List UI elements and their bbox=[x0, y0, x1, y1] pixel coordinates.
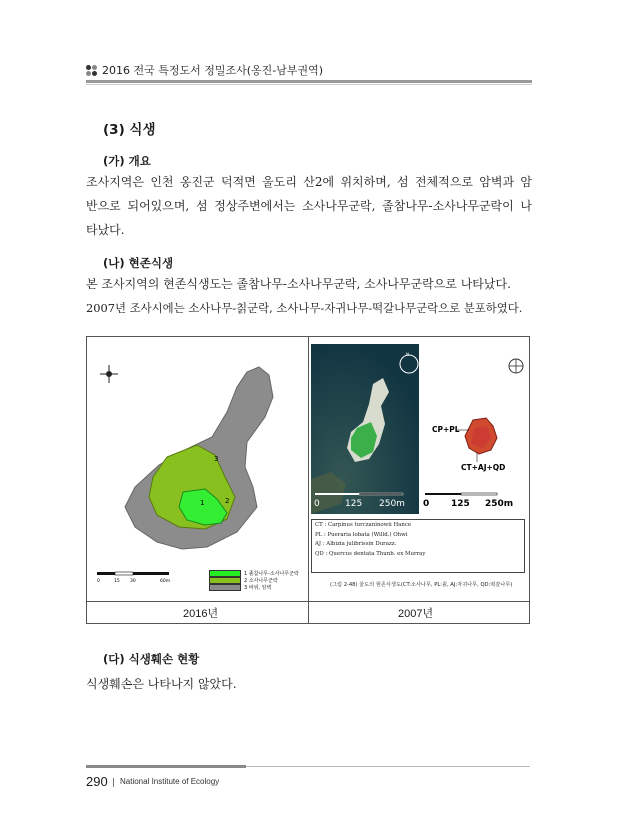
page-number: 290 bbox=[86, 774, 108, 789]
label-ct-aj-qd: CT+AJ+QD bbox=[461, 463, 506, 472]
legend-label: 2 소사나무군락 bbox=[244, 578, 278, 584]
species-item: PL : Pueraria lobata (Willd.) Ohwi bbox=[315, 531, 408, 538]
vegetation-map-2007 bbox=[311, 344, 527, 517]
legend-item bbox=[209, 577, 299, 584]
scale-0: 0 bbox=[97, 579, 100, 584]
map-label-1: 1 bbox=[200, 499, 205, 507]
scale-60: 60m bbox=[160, 579, 171, 584]
map-label-3: 3 bbox=[214, 455, 219, 463]
legend-swatch-icon bbox=[209, 577, 241, 584]
legend-swatch-icon bbox=[209, 584, 241, 591]
scale-15: 15 bbox=[114, 579, 120, 584]
species-key bbox=[311, 519, 525, 573]
svg-text:N: N bbox=[406, 352, 409, 357]
damage-text: 식생훼손은 나타나지 않았다. bbox=[86, 677, 237, 691]
scale-125: 125 bbox=[345, 499, 363, 509]
scale-30: 30 bbox=[130, 579, 136, 584]
scale-0: 0 bbox=[314, 499, 320, 509]
species-item: AJ : Albizia julibrissin Durazz. bbox=[315, 541, 397, 548]
compass-icon bbox=[509, 359, 523, 373]
overview-line-1: 조사지역은 인천 옹진군 덕적면 울도리 산2에 위치하며, 섬 전체적으로 암벽과 암 bbox=[86, 175, 532, 189]
scale-250: 250m bbox=[485, 499, 514, 509]
north-arrow-icon bbox=[100, 365, 118, 383]
figure-caption: (그림 2-48) 울도의 현존식생도(CT:소사나무, PL:칡, AJ:자귀나무, QD:떡갈나무) bbox=[330, 582, 513, 588]
legend-swatch-icon bbox=[209, 570, 241, 577]
label-cp-pl: CP+PL bbox=[432, 425, 460, 434]
subsection-a-heading: (가) 개요 bbox=[103, 154, 151, 168]
map-legend bbox=[209, 570, 299, 591]
footer-rule bbox=[86, 765, 246, 768]
subsection-b-heading: (나) 현존식생 bbox=[103, 256, 174, 270]
subsection-c-heading: (다) 식생훼손 현황 bbox=[103, 652, 200, 666]
bullet-dots-icon bbox=[86, 65, 97, 76]
header-rule bbox=[86, 80, 532, 83]
caption-2016: 2016년 bbox=[183, 608, 219, 620]
running-header bbox=[86, 62, 323, 78]
header-rule-thin bbox=[86, 84, 532, 85]
species-item: CT : Carpinus turczaninowii Hance bbox=[315, 522, 412, 528]
scale-bar bbox=[97, 572, 170, 584]
legend-label: 1 졸참나무-소사나무군락 bbox=[244, 571, 299, 577]
species-item: QD : Quercus dentata Thunb. ex Murray bbox=[315, 550, 426, 557]
figure-divider bbox=[308, 337, 309, 623]
overview-line-2: 반으로 되어있으며, 섬 정상주변에서는 소사나무군락, 졸참나무-소사나무군락이 나 bbox=[86, 199, 532, 213]
header-title: 2016 전국 특정도서 정밀조사(옹진-남부권역) bbox=[102, 64, 324, 77]
vegetation-line-1: 본 조사지역의 현존식생도는 졸참나무-소사나무군락, 소사나무군락으로 나타났다. bbox=[86, 277, 511, 291]
footer-rule-thin bbox=[246, 766, 530, 767]
vegetation-line-2: 2007년 조사시에는 소사나무-칡군락, 소사나무-자귀나무-떡갈나무군락으로 분포하였다. bbox=[86, 301, 523, 315]
vegetation-map-2016 bbox=[87, 337, 307, 600]
scale-0: 0 bbox=[423, 499, 430, 509]
map-label-2: 2 bbox=[225, 497, 230, 505]
overview-line-3: 타났다. bbox=[86, 223, 125, 237]
scale-125: 125 bbox=[451, 499, 470, 509]
section-heading: (3) 식생 bbox=[103, 122, 156, 138]
footer-separator bbox=[113, 778, 114, 787]
caption-divider bbox=[87, 601, 529, 602]
footer-org: National Institute of Ecology bbox=[120, 777, 220, 786]
legend-item bbox=[209, 570, 299, 577]
scale-250: 250m bbox=[379, 499, 405, 509]
legend-item bbox=[209, 584, 299, 591]
legend-label: 3 바위, 암벽 bbox=[244, 585, 272, 591]
caption-2007: 2007년 bbox=[398, 608, 434, 620]
